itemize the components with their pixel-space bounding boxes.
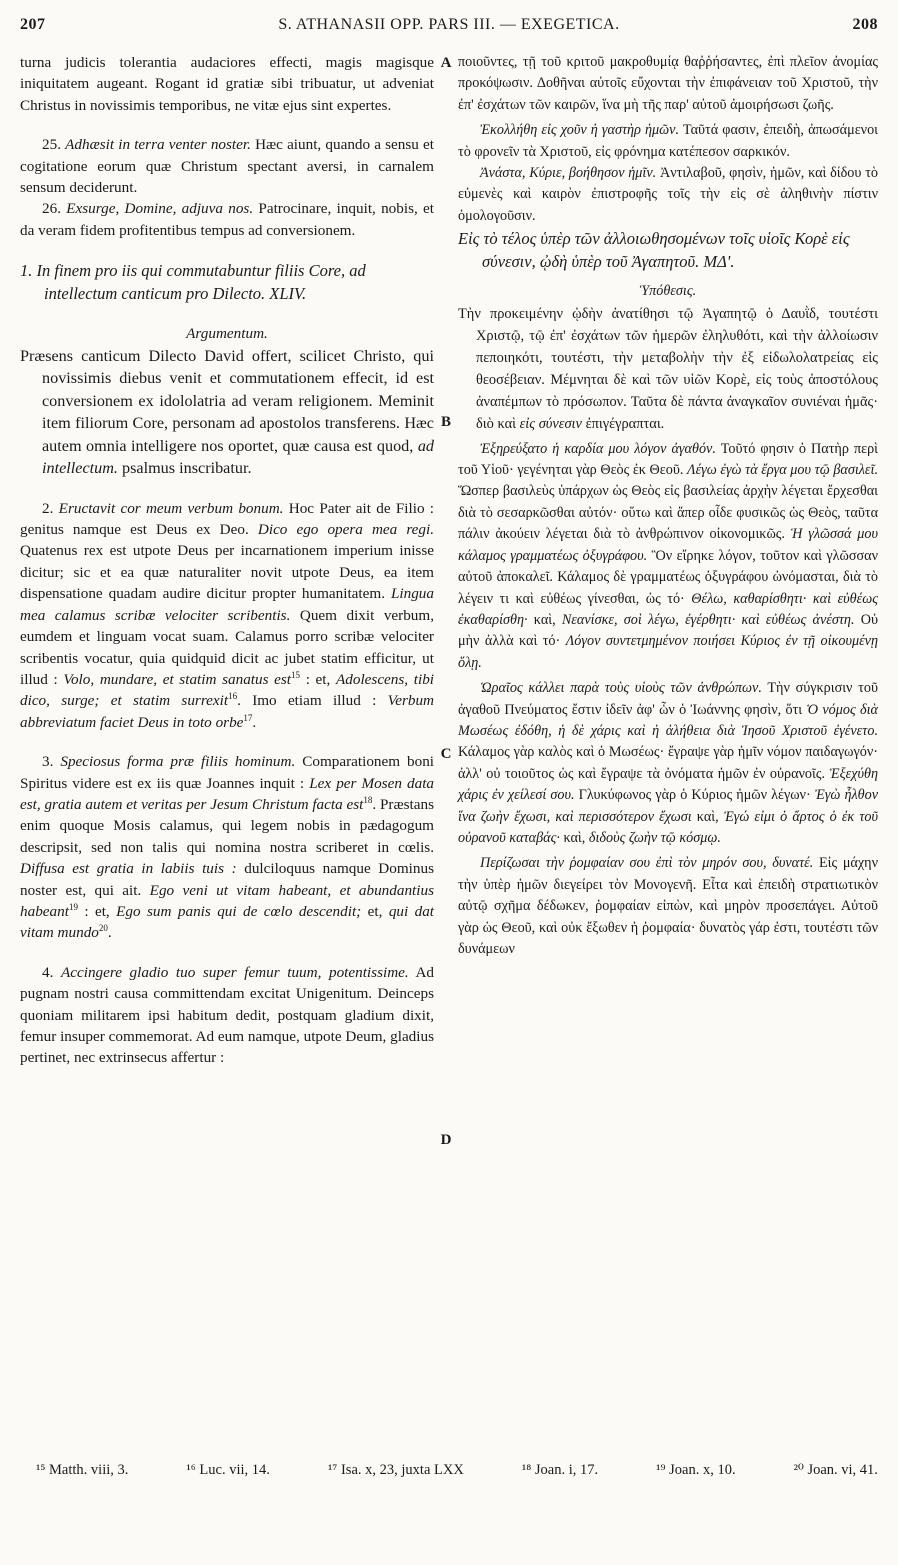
verse-lemma: Adhæsit in terra venter noster. xyxy=(65,136,251,154)
commentary-text: Οὐ μὴν ἀλλὰ καὶ τό· xyxy=(458,611,879,650)
page-number-right: 208 xyxy=(852,16,878,33)
running-title: S. ATHANASII OPP. PARS III. — EXEGETICA. xyxy=(278,16,620,33)
footnote: ¹⁷ Isa. x, 23, juxta LXX xyxy=(327,1462,464,1478)
commentary-text: Hoc Pater ait de Filio : genitus namque est Deus ex Deo. xyxy=(20,499,435,539)
verse-number: 2. xyxy=(42,499,54,517)
argument-end: psalmus inscribatur. xyxy=(122,459,252,478)
quotation: qui dat vitam mundo xyxy=(20,902,435,942)
commentary-text: Comparationem boni Spiritus videre est ex iis quæ Joannes inquit : xyxy=(20,753,435,792)
quotation: Λέγω ἐγὼ τὰ ἔργα μου τῷ βασιλεῖ. xyxy=(687,462,878,479)
commentary-text: Ὥσπερ βασιλεὺς ὑπάρχων ὡς Θεὸς εἰς βασιλείας ἀρχὴν λέγεται ἔρχεσθαι διὰ τὸ σεσαρκῶσθαι αὐτόν· οὕτω καὶ ἅπερ οἶδε φυσικῶς ὡς Θεὸς, ταῦτα πάλιν ἀκούειν λέγεται διὰ τὸ ἀνθρώπινον οἰκονομικῶς. xyxy=(458,483,878,543)
footnote: ²⁰ Joan. vi, 41. xyxy=(793,1462,878,1478)
latin-paragraph-continuation: turna judicis tolerantia audaciores effecti, magis magisque iniquitatem augeant. Rogant id gratiæ sibi tribuatur, ut adveniat Christus in novissimis temporibus, ne vitæ ejus sint expertes. xyxy=(20,54,434,114)
verse-number: 4. xyxy=(42,963,54,981)
verse-commentary: Patrocinare, inquit, nobis, et da veram fidem profitentibus tempus ad conversionem. xyxy=(20,200,435,239)
footnote: ¹⁹ Joan. x, 10. xyxy=(656,1462,736,1478)
quotation: Lex per Mosen data est, gratia autem et veritas per Jesum Christum facta est xyxy=(20,774,435,813)
section-marker-c: C xyxy=(440,746,452,762)
section-marker-a: A xyxy=(440,55,452,71)
commentary-text: Quatenus rex est utpote Deus per incarnationem imperium inisse dicitur; sic et ea quæ naturaliter novit utpote Deus, ea item dispensatione quadam audire dicitur propter humanitatem. xyxy=(20,542,434,603)
greek-argument-text xyxy=(458,303,878,435)
verse-commentary: Ἀντιλαβοῦ, φησὶν, ἡμῶν, καὶ δίδου τὸ εὐμενὲς καὶ καιρὸν ἐπιστροφῆς τοῖς τὴν εἰς σὲ ἀληθινὴν πίστιν ὁμολογοῦσιν. xyxy=(458,165,878,224)
quotation: Ἡ γλῶσσά μου κάλαμος γραμματέως ὀξυγράφου. xyxy=(458,526,878,564)
latin-verse-25 xyxy=(20,134,434,198)
latin-verse-4 xyxy=(20,962,434,1069)
verse-commentary: Ad pugnam nostri causa committendam excitat Unigenitum. Deinceps quoniam militarem ipsi habitum dedit, postquam gladium dixit, femur insuper commemorat. Ad eum namque, utpote Deum, gladius pertinet, nec extrinsecus affertur : xyxy=(20,963,434,1067)
verse-lemma: Accingere gladio tuo super femur tuum, potentissime. xyxy=(60,963,409,981)
running-header xyxy=(20,14,878,40)
commentary-text: . Imo etiam illud : xyxy=(237,692,377,710)
commentary-text: Quem dixit verbum, eumdem et linguam vocat suam. Calamus porro scribæ velociter scribentis vocatur, quia quidquid dicit ac jubet statim efficitur, ut illud : xyxy=(20,606,435,688)
footnotes xyxy=(36,1462,878,1479)
footnote: ¹⁸ Joan. i, 17. xyxy=(521,1462,599,1478)
greek-paragraph-continuation: ποιοῦντες, τῇ τοῦ κριτοῦ μακροθυμίᾳ θαῤῥήσαντες, ἐπὶ πλεῖον ἀνομίας προκόψωσιν. Δοθῆναι αὐτοῖς εὔχονται τὴν ἐπιφάνειαν τοῦ Χριστοῦ, τὴν ἐπ' ἐσχάτων τῶν καιρῶν, ἵνα μὴ τῆς παρ' αὐτοῦ ἀμοιρήσωσι ζωῆς. xyxy=(458,54,878,113)
commentary-text: Τοῦτό φησιν ὁ Πατὴρ περὶ τοῦ Υἱοῦ· γεγένηται γὰρ Θεὸς ἐκ Θεοῦ. xyxy=(458,440,879,479)
quotation: Volo, mundare, et statim sanatus est xyxy=(63,670,292,688)
quotation: Lingua mea calamus scribæ velociter scribentis. xyxy=(20,585,434,624)
verse-number: 25. xyxy=(42,136,61,154)
latin-verse-2: 2. Eructavit cor meum verbum bonum. Hoc Pater ait de Filio : genitus namque est Deus ex Deo. Dico ego opera mea regi. Quatenus rex est utpote Deus per incarnationem imperium inisse dicitur; sic et ea quæ naturaliter novit utpote Deus, ea item dispensatione quadam audire dicitur propter humanitatem. Lingua mea calamus scribæ velociter scribentis. Quem dixit verbum, eumdem et linguam vocat suam. Calamus porro scribæ velociter scribentis vocatur, quia quidquid dicit ac jubet statim efficitur, ut illud : Volo, mundare, et statim sanatus est$^{15}$ : et, Adolescens, tibi dico, surge; et statim surrexit$^{16}$. Imo etiam illud : Verbum abbreviatum faciet Deus in toto orbe$^{17}$. xyxy=(20,499,435,731)
verse-lemma: Ὡραῖος κάλλει παρὰ τοὺς υἱοὺς τῶν ἀνθρώπων. xyxy=(480,680,762,697)
quotation: Ἐγώ εἰμι ὁ ἄρτος ὁ ἐκ τοῦ οὐρανοῦ καταβάς· xyxy=(458,808,879,846)
commentary-text: Γλυκύφωνος γὰρ ὁ Κύριος ἡμῶν λέγων· xyxy=(578,787,811,804)
commentary-text: et, xyxy=(367,902,383,920)
latin-column xyxy=(20,52,434,1069)
greek-argument-heading: Ὑπόθεσις. xyxy=(639,283,697,300)
commentary-text: καὶ, xyxy=(533,611,556,628)
commentary-text: Ὃν εἴρηκε λόγον, τοῦτον καὶ γλῶσσαν αὐτοῦ ἀποκαλεῖ. Κάλαμος δὲ γραμματέως ὀξυγράφου ὠνόμασται, διὰ τὸ λέγειν τι καὶ εὐθέως γίνεσθαι, ὡς τό· xyxy=(458,547,878,607)
verse-lemma: Περίζωσαι τὴν ῥομφαίαν σου ἐπὶ τὸν μηρόν σου, δυνατέ. xyxy=(480,855,814,872)
commentary-text: Κάλαμος γὰρ καλὸς καὶ ὁ Μωσέως· ἔγραψε γὰρ ἡμῖν νόμον παιδαγωγόν· ἀλλ' οὐ τοιοῦτος ὡς καὶ ἔγραψε τὰ ὀνόματα ἡμῶν ἐν οὐρανοῖς. xyxy=(458,744,878,782)
footnote-ref: 19 xyxy=(68,901,78,912)
footnote: ¹⁵ Matth. viii, 3. xyxy=(36,1462,129,1478)
page-number-left: 207 xyxy=(20,16,46,33)
verse-lemma: Ἐξηρεύξατο ἡ καρδία μου λόγον ἀγαθόν. xyxy=(480,440,716,457)
greek-verse-3 xyxy=(458,678,878,849)
verse-number: 26. xyxy=(42,200,61,218)
argument-body: Τὴν προκειμένην ᾠδὴν ἀνατίθησι τῷ Ἀγαπητῷ ὁ Δαυῒδ, τουτέστι Χριστῷ, τῷ ἐπ' ἐσχάτων τῶν ἡμερῶν ἐληλυθότι, καὶ τὴν ἀλλοίωσιν πεποιηκότι, τουτέστι, τὴν μεταβολὴν τὴν ἐξ εἰδωλολατρείας εἰς θεοσέβειαν. Μέμνηται δὲ καὶ τῶν υἱῶν Κορὲ, εἰς τοὺς ἀποστόλους ἀναπέμπων τὸ πρόσωπον. Ταῦτα δὲ πάντα ἀναγκαῖον συνιέναι ἡμᾶς· διὸ καὶ xyxy=(458,305,878,432)
argument-body: Præsens canticum Dilecto David offert, scilicet Christo, qui novissimis diebus venit et commutationem effecit, id est conversionem ex idololatria ad veram religionem. Meminit item filiorum Core, personam ad apostolos transferens. Hæc autem omnia intelligere nos oportet, quæ causa est quod, xyxy=(20,346,434,455)
verse-commentary: Hæc aiunt, quando a sensu et cogitatione eorum quæ Christum spectant aversi, in carnalem sensum deciderunt. xyxy=(20,136,435,197)
footnote-ref: 20 xyxy=(98,923,108,934)
section-marker-b: B xyxy=(440,414,451,430)
footnote-ref: 15 xyxy=(291,669,301,680)
quotation: Θέλω, καθαρίσθητι· καὶ εὐθέως ἐκαθαρίσθη· xyxy=(458,590,878,628)
quotation: Ego sum panis qui de cœlo descendit; xyxy=(116,902,362,920)
greek-verse-2 xyxy=(458,439,878,674)
verse-number: 3. xyxy=(42,753,54,771)
commentary-text: . Præstans enim quoque Mosis calamus, qui legem nobis in pædagogum descripsit, sed non talis qui nomina nostra scriberet in cœlis. xyxy=(20,795,434,856)
latin-verse-26 xyxy=(20,198,434,241)
quotation: Ego veni ut vitam habeant, et abundantius habeant xyxy=(20,881,435,920)
commentary-text: : et, xyxy=(305,670,331,688)
verse-commentary: Ταῦτά φασιν, ἐπειδὴ, ἀπωσάμενοι τὸ φρονεῖν τὰ Χριστοῦ, εἰς φρόνημα κατέπεσον σαρκικόν. xyxy=(458,122,878,160)
latin-argument-heading: Argumentum. xyxy=(186,325,268,343)
quotation: Diffusa est gratia in labiis tuis : xyxy=(20,860,237,878)
commentary-text: dulciloquus namque Dominus noster est, qui ait. xyxy=(20,860,434,899)
verse-commentary: Εἰς μάχην τὴν ὑπὲρ ἡμῶν διεγείρει τὸν Μονογενῆ. Εἶτα καὶ ἐπειδὴ στρατιωτικὸν αὐτῷ σχῆμα δέδωκεν, ῥομφαίαν εἰπὼν, καὶ μηρὸν προσεπάγει. Αὐτοῦ γὰρ ὡς Θεοῦ, καὶ οὐκ ἔξωθεν ἡ ῥομφαία· δυνατὸς γάρ ἐστι, τουτέστι τῶν δυνάμεων xyxy=(458,855,878,957)
latin-psalm-title: 1. In finem pro iis qui commutabuntur filiis Core, ad intellectum canticum pro Dilecto. XLIV. xyxy=(20,261,366,304)
verse-lemma: Eructavit cor meum verbum bonum. xyxy=(58,499,284,517)
greek-column xyxy=(458,52,878,960)
commentary-text: : et, xyxy=(84,902,110,920)
quotation: Ὁ νόμος διὰ Μωσέως ἐδόθη, ἡ δὲ χάρις καὶ ἡ ἀλήθεια διὰ Ἰησοῦ Χριστοῦ ἐγένετο. xyxy=(458,701,879,739)
quotation: Ἐξεχύθη χάρις ἐν χείλεσί σου. xyxy=(458,765,878,804)
quotation: Νεανίσκε, σοὶ λέγω, ἐγέρθητι· καὶ εὐθέως ἀνέστη. xyxy=(561,611,855,628)
quotation: Adolescens, tibi dico, surge; et statim surrexit xyxy=(20,670,435,710)
verse-lemma: Ἐκολλήθη εἰς χοῦν ἡ γαστὴρ ἡμῶν. xyxy=(480,122,680,139)
greek-psalm-title: Εἰς τὸ τέλος ὑπὲρ τῶν ἀλλοιωθησομένων τοῖς υἱοῖς Κορὲ εἰς σύνεσιν, ᾠδὴ ὑπὲρ τοῦ Ἀγαπητοῦ. ΜΔ'. xyxy=(458,229,850,272)
footnote-ref: 18 xyxy=(363,794,373,805)
verse-lemma: Exsurge, Domine, adjuva nos. xyxy=(66,200,254,218)
quotation: διδοὺς ζωὴν τῷ κόσμῳ. xyxy=(588,829,721,846)
greek-verse-25 xyxy=(458,120,878,163)
quotation: Dico ego opera mea regi. xyxy=(257,521,435,539)
footnote-ref: 16 xyxy=(228,691,238,702)
commentary-text: καὶ, xyxy=(696,808,719,825)
verse-lemma: Ἀνάστα, Κύριε, βοήθησον ἡμῖν. xyxy=(480,165,657,182)
footnote: ¹⁶ Luc. vii, 14. xyxy=(186,1462,270,1478)
greek-verse-4 xyxy=(458,853,878,960)
greek-verse-26 xyxy=(458,163,878,227)
quotation: Ἐγὼ ἦλθον ἵνα ζωὴν ἔχωσι, καὶ περισσότερον ἔχωσι xyxy=(458,787,879,825)
latin-argument-text xyxy=(20,345,434,480)
quotation: Λόγον συντετμημένον ποιήσει Κύριος ἐν τῇ οἰκουμένῃ ὅλῃ. xyxy=(458,633,879,671)
footnote-ref: 17 xyxy=(243,712,253,723)
commentary-text: Τὴν σύγκρισιν τοῦ ἀγαθοῦ Πνεύματος ἔστιν ἰδεῖν ἀφ' ὧν ὁ Ἰωάννης φησὶν, ὅτι xyxy=(458,680,878,718)
commentary-text: καὶ, xyxy=(563,829,586,846)
section-marker-d: D xyxy=(440,1132,452,1148)
argument-italic: εἰς σύνεσιν xyxy=(519,415,582,432)
latin-verse-3: 3. Speciosus forma præ filiis hominum. Comparationem boni Spiritus videre est ex iis quæ Joannes inquit : Lex per Mosen data est, gratia autem et veritas per Jesum Christum facta est$^{18}$. Præstans enim quoque Mosis calamus, qui legem nobis in pædagogum descripsit, sed non talis qui nomina nostra scriberet in cœlis. Diffusa est gratia in labiis tuis : dulciloquus namque Dominus noster est, qui ait. Ego veni ut vitam habeant, et abundantius habeant$^{19}$ : et, Ego sum panis qui de cœlo descendit; et, qui dat vitam mundo$^{20}$. xyxy=(20,753,435,942)
argument-end: ἐπιγέγραπται. xyxy=(585,415,665,432)
verse-lemma: Speciosus forma præ filiis hominum. xyxy=(60,753,296,771)
quotation: Verbum abbreviatum faciet Deus in toto orbe xyxy=(20,692,435,731)
argument-italic: ad intellectum. xyxy=(42,436,434,478)
